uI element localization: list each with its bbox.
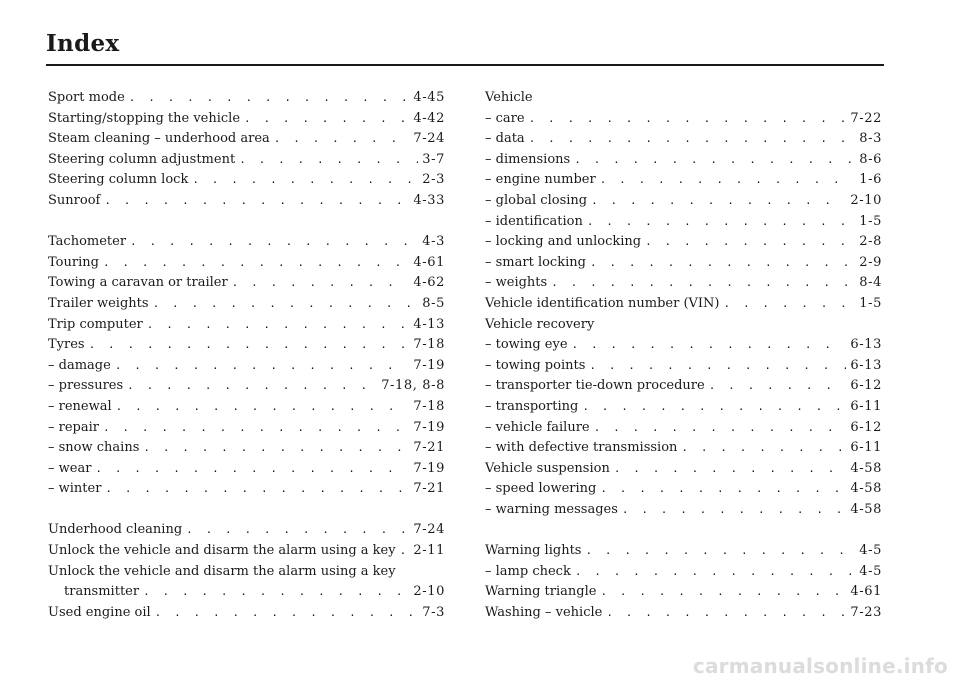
index-entry-page: 4-5	[859, 563, 882, 579]
index-entry-term: Warning lights	[485, 543, 582, 559]
index-entry	[485, 232, 882, 253]
index-entry-page: 7-24	[413, 522, 445, 538]
index-entry-page: 2-10	[850, 192, 882, 208]
index-entry-term: – engine number	[485, 172, 596, 188]
index-entry-page: 7-19	[413, 357, 445, 373]
dot-leader	[104, 191, 409, 212]
index-entry-term: – data	[485, 131, 525, 147]
index-entry-term: Tachometer	[48, 234, 127, 250]
index-entry-page: 8-5	[422, 295, 445, 311]
index-column-left	[48, 88, 445, 623]
index-entry	[48, 294, 445, 315]
dot-leader	[129, 88, 410, 109]
dot-leader	[103, 253, 409, 274]
index-entry	[485, 500, 882, 521]
index-entry	[485, 356, 882, 377]
index-entry	[485, 212, 882, 233]
index-entry-term: – wear	[48, 460, 92, 476]
dot-leader	[645, 232, 855, 253]
index-entry-page: 1-5	[859, 213, 882, 229]
index-entry-term: Tyres	[48, 337, 85, 353]
dot-leader	[192, 170, 418, 191]
index-entry-term: transmitter	[64, 584, 140, 600]
dot-leader	[89, 335, 410, 356]
dot-leader	[614, 459, 847, 480]
index-entry-page: 3-7	[422, 151, 445, 167]
index-entry	[48, 315, 445, 336]
index-entry	[48, 273, 445, 294]
index-entry-page: 2-3	[422, 172, 445, 188]
index-entry-term: Vehicle suspension	[485, 460, 610, 476]
index-entry-page: 7-22	[850, 110, 882, 126]
dot-leader	[590, 253, 855, 274]
index-entry	[485, 294, 882, 315]
index-entry-term: – lamp check	[485, 563, 571, 579]
index-entry	[48, 129, 445, 150]
index-entry	[485, 438, 882, 459]
dot-leader	[709, 376, 847, 397]
index-entry-term: – speed lowering	[485, 481, 597, 497]
dot-leader	[622, 500, 847, 521]
dot-leader	[103, 418, 409, 439]
index-entry	[48, 191, 445, 212]
index-entry	[485, 603, 882, 624]
index-entry	[485, 273, 882, 294]
index-entry-term: – transporting	[485, 398, 579, 414]
index-entry	[48, 253, 445, 274]
title-rule	[46, 64, 884, 66]
index-entry	[485, 170, 882, 191]
index-entry-page: 8-4	[859, 275, 882, 291]
index-entry-term: – damage	[48, 357, 111, 373]
index-entry-term: – vehicle failure	[485, 419, 590, 435]
dot-leader	[600, 582, 846, 603]
index-entry-page: 6-12	[850, 378, 882, 394]
index-entry	[48, 170, 445, 191]
index-entry-page: 4-61	[850, 584, 882, 600]
index-entry	[485, 397, 882, 418]
index-entry-term: Sunroof	[48, 192, 101, 208]
dot-leader	[155, 603, 419, 624]
index-entry	[485, 479, 882, 500]
index-entry-page: 7-21	[413, 481, 445, 497]
index-entry	[48, 232, 445, 253]
dot-leader	[591, 191, 846, 212]
index-entry	[48, 150, 445, 171]
index-entry-term: – transporter tie-down procedure	[485, 378, 705, 394]
index-entry-term: – snow chains	[48, 440, 140, 456]
index-entry-wrapped-line: Unlock the vehicle and disarm the alarm using a key	[48, 563, 396, 579]
index-entry-page: 6-11	[850, 440, 882, 456]
index-gap	[485, 520, 882, 541]
index-entry-page: 2-8	[859, 234, 882, 250]
dot-leader	[589, 356, 846, 377]
dot-leader	[600, 479, 846, 500]
dot-leader	[724, 294, 856, 315]
dot-leader	[575, 562, 855, 583]
page-title: Index	[46, 30, 120, 57]
index-entry	[485, 109, 882, 130]
index-entry-term: – weights	[485, 275, 548, 291]
index-entry	[48, 438, 445, 459]
index-entry-term: Steering column adjustment	[48, 151, 236, 167]
index-entry	[48, 603, 445, 624]
index-entry-page: 7-18	[413, 337, 445, 353]
index-entry-term: Towing a caravan or trailer	[48, 275, 228, 291]
index-heading: Vehicle	[485, 90, 533, 105]
index-entry-term: – towing eye	[485, 337, 568, 353]
dot-leader	[127, 376, 377, 397]
dot-leader	[105, 479, 409, 500]
index-entry	[485, 191, 882, 212]
index-entry-page: 7-23	[850, 604, 882, 620]
index-entry	[48, 541, 445, 562]
index-entry-page: 7-3	[422, 604, 445, 620]
watermark: carmanualsonline.info	[692, 654, 948, 678]
dot-leader	[606, 603, 846, 624]
dot-leader	[143, 582, 409, 603]
dot-leader	[582, 397, 846, 418]
index-entry-term: – repair	[48, 419, 99, 435]
index-entry	[48, 418, 445, 439]
index-entry-page: 2-9	[859, 254, 882, 270]
index-entry-term: – smart locking	[485, 254, 586, 270]
index-gap	[48, 500, 445, 521]
dot-leader	[551, 273, 855, 294]
dot-leader	[574, 150, 855, 171]
index-entry-page: 6-13	[850, 357, 882, 373]
dot-leader	[274, 129, 410, 150]
index-entry-term: Trip computer	[48, 316, 143, 332]
index-entry-page: 4-58	[850, 460, 882, 476]
index-entry-term: Steam cleaning – underhood area	[48, 131, 270, 147]
index-entry-term: – towing points	[485, 357, 586, 373]
index-entry-page: 2-11	[413, 543, 445, 559]
index-entry-term: – locking and unlocking	[485, 234, 642, 250]
index-entry-term: – pressures	[48, 378, 124, 394]
dot-leader	[681, 438, 846, 459]
dot-leader	[116, 397, 410, 418]
index-entry-page: 4-61	[413, 254, 445, 270]
dot-leader	[585, 541, 855, 562]
index-entry-page: 1-5	[859, 295, 882, 311]
index-entry	[48, 479, 445, 500]
index-entry-term: – winter	[48, 481, 102, 497]
index-entry	[48, 88, 445, 109]
index-entry-page: 7-19	[413, 460, 445, 476]
index-entry-page: 4-5	[859, 543, 882, 559]
dot-leader	[147, 315, 410, 336]
index-entry-page: 4-58	[850, 481, 882, 497]
index-entry	[48, 520, 445, 541]
dot-leader	[400, 541, 410, 562]
index-entry-term: – dimensions	[485, 151, 571, 167]
index-entry-page: 2-10	[413, 584, 445, 600]
dot-leader	[239, 150, 418, 171]
dot-leader	[587, 212, 855, 233]
index-entry	[485, 562, 882, 583]
index-entry	[485, 541, 882, 562]
dot-leader	[244, 109, 409, 130]
index-heading: Vehicle recovery	[485, 316, 595, 332]
index-entry-term: Vehicle identification number (VIN)	[485, 295, 720, 311]
index-entry-term: Underhood cleaning	[48, 522, 183, 538]
index-entry-page: 6-13	[850, 337, 882, 353]
index-entry-page: 4-13	[413, 316, 445, 332]
index-entry-page: 4-45	[413, 90, 445, 105]
index-entry	[485, 129, 882, 150]
index-entry-term: – care	[485, 110, 525, 126]
index-entry-term: Sport mode	[48, 90, 125, 105]
dot-leader	[232, 273, 410, 294]
dot-leader	[600, 170, 856, 191]
index-entry	[485, 459, 882, 480]
index-entry	[485, 376, 882, 397]
index-entry-page: 4-33	[413, 192, 445, 208]
index-gap	[48, 212, 445, 233]
index-entry-page: 8-6	[859, 151, 882, 167]
index-entry-term: – with defective transmission	[485, 440, 678, 456]
index-entry-term: – renewal	[48, 398, 112, 414]
index-entry-page: 7-21	[413, 440, 445, 456]
index-column-right	[485, 88, 882, 623]
index-entry-term: Washing – vehicle	[485, 604, 603, 620]
dot-leader	[529, 109, 847, 130]
index-entry	[48, 582, 445, 603]
index-entry	[485, 335, 882, 356]
index-entry	[485, 582, 882, 603]
index-entry-page: 4-3	[422, 234, 445, 250]
index-entry-term: – global closing	[485, 192, 588, 208]
index-entry	[48, 459, 445, 480]
index-entry-term: Trailer weights	[48, 295, 149, 311]
dot-leader	[115, 356, 410, 377]
dot-leader	[95, 459, 409, 480]
dot-leader	[130, 232, 418, 253]
index-entry-page: 1-6	[859, 172, 882, 188]
dot-leader	[594, 418, 847, 439]
index-entry-term: Steering column lock	[48, 172, 189, 188]
dot-leader	[143, 438, 409, 459]
index-entry	[48, 335, 445, 356]
index-entry-term: Used engine oil	[48, 604, 151, 620]
index-entry-page: 6-11	[850, 398, 882, 414]
index-entry-term: – warning messages	[485, 501, 618, 517]
index-entry	[485, 150, 882, 171]
index-entry	[48, 356, 445, 377]
index-entry-page: 4-42	[413, 110, 445, 126]
index-entry-term: Touring	[48, 254, 99, 270]
index-entry-page: 7-18	[413, 398, 445, 414]
index-entry-term: – identification	[485, 213, 583, 229]
index-entry	[48, 376, 445, 397]
index-entry-page: 7-18, 8-8	[381, 378, 445, 394]
index-entry-page: 7-24	[413, 131, 445, 147]
index-entry	[485, 253, 882, 274]
index-entry-page: 7-19	[413, 419, 445, 435]
dot-leader	[186, 520, 409, 541]
dot-leader	[572, 335, 847, 356]
index-entry	[48, 109, 445, 130]
index-entry-page: 6-12	[850, 419, 882, 435]
index-entry	[485, 418, 882, 439]
dot-leader	[529, 129, 856, 150]
index-entry-page: 4-62	[413, 275, 445, 291]
index-entry-term: Unlock the vehicle and disarm the alarm using a key	[48, 543, 396, 559]
index-entry-page: 8-3	[859, 131, 882, 147]
index-entry-term: Warning triangle	[485, 584, 597, 600]
index-entry-page: 4-58	[850, 501, 882, 517]
index-entry-term: Starting/stopping the vehicle	[48, 110, 241, 126]
dot-leader	[153, 294, 419, 315]
index-entry	[48, 397, 445, 418]
